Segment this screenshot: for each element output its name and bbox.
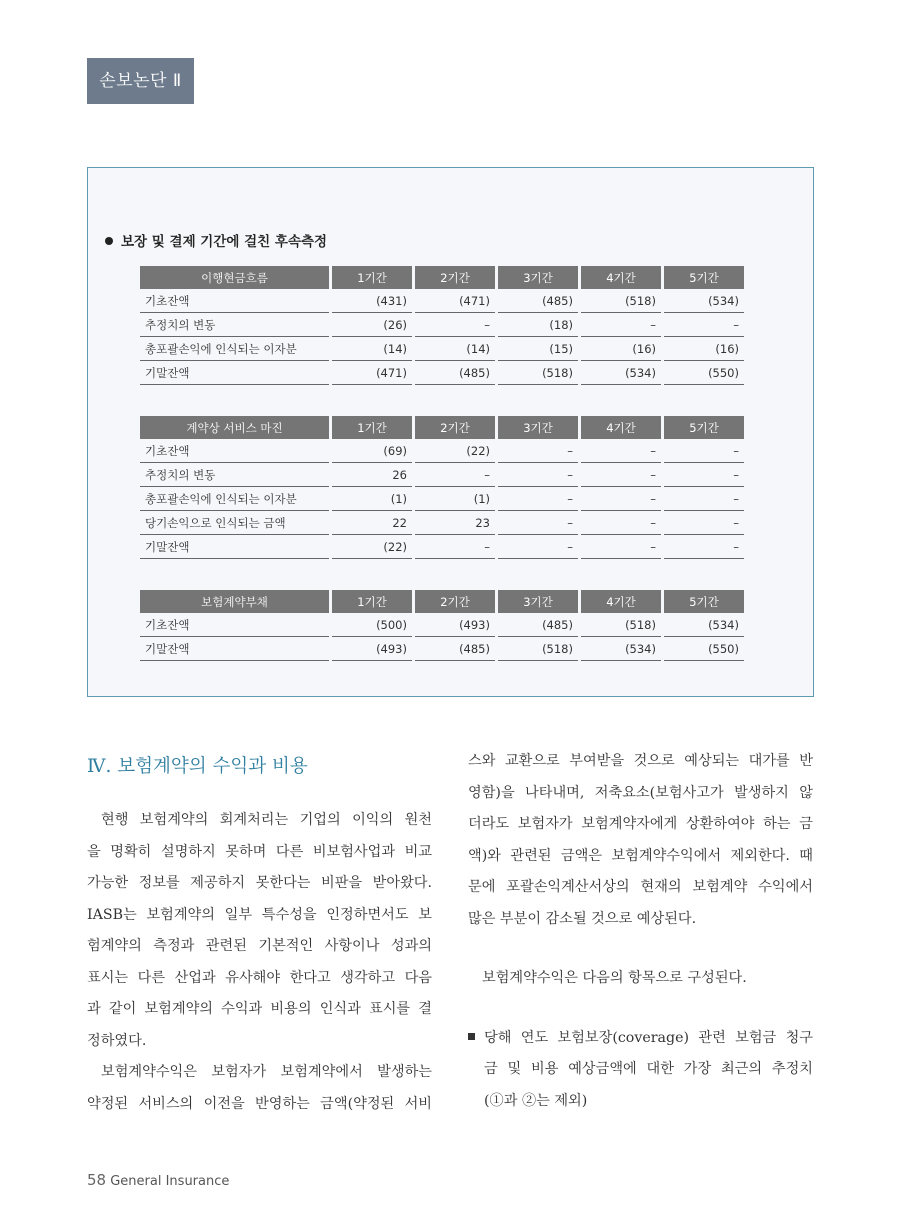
column-header: 1기간: [331, 590, 414, 613]
cell-value: (550): [663, 637, 745, 661]
text-line: 스와 교환으로 부여받을 것으로 예상되는 대가를 반: [468, 753, 813, 769]
text-line: 험계약의 측정과 관련된 기본적인 사항이나 성과의: [87, 938, 432, 954]
cell-value: (471): [331, 361, 414, 385]
cell-value: (22): [414, 439, 497, 463]
cell-value: 23: [414, 511, 497, 535]
cell-value: –: [497, 511, 580, 535]
cell-value: (518): [497, 637, 580, 661]
text-line: 영함)을 나타내며, 저축요소(보험사고가 발생하지 않: [468, 784, 813, 801]
cell-value: (485): [497, 289, 580, 313]
text-line: 약정된 서비스의 이전을 반영하는 금액(약정된 서비: [87, 1095, 432, 1112]
cell-value: (14): [414, 337, 497, 361]
cell-value: (534): [580, 637, 663, 661]
right-paragraph-2: 보험계약수익은 다음의 항목으로 구성된다.: [482, 970, 747, 986]
right-paragraph-1: [468, 746, 813, 935]
bullet-line: 금 및 비용 예상금액에 대한 가장 최근의 추정치: [484, 1061, 813, 1077]
column-header: 5기간: [663, 266, 745, 289]
column-header: 4기간: [580, 416, 663, 439]
text-line: 액)와 관련된 금액은 보험계약수익에서 제외한다. 때: [468, 847, 813, 864]
row-label: 기말잔액: [140, 361, 331, 385]
row-label: 기초잔액: [140, 613, 331, 637]
column-header: 계약상 서비스 마진: [140, 416, 331, 439]
cell-value: (534): [580, 361, 663, 385]
cell-value: –: [414, 535, 497, 559]
left-paragraph-1: [87, 805, 432, 1057]
table-row: [140, 337, 744, 361]
column-header: 5기간: [663, 416, 745, 439]
fulfilment-cashflow-table: [140, 266, 744, 385]
square-bullet-icon: [468, 1033, 475, 1040]
cell-value: –: [663, 487, 745, 511]
section-title: Ⅳ. 보험계약의 수익과 비용: [87, 756, 308, 777]
right-bullet-item: [468, 1023, 813, 1118]
cell-value: 22: [331, 511, 414, 535]
text-line: IASB는 보험계약의 일부 특수성을 인정하면서도 보: [87, 906, 432, 923]
cell-value: –: [580, 535, 663, 559]
cell-value: –: [663, 439, 745, 463]
column-header: 1기간: [331, 416, 414, 439]
cell-value: (534): [663, 289, 745, 313]
table-row: [140, 511, 744, 535]
left-paragraph-2: [87, 1057, 432, 1120]
row-label: 기초잔액: [140, 289, 331, 313]
cell-value: (15): [497, 337, 580, 361]
cell-value: –: [497, 535, 580, 559]
box-title-text: 보장 및 결제 기간에 걸친 후속측정: [121, 234, 328, 250]
cell-value: (500): [331, 613, 414, 637]
column-header: 3기간: [497, 590, 580, 613]
cell-value: –: [580, 439, 663, 463]
table-row: [140, 439, 744, 463]
cell-value: (485): [497, 613, 580, 637]
column-header: 3기간: [497, 266, 580, 289]
column-header: 2기간: [414, 266, 497, 289]
cell-value: (534): [663, 613, 745, 637]
cell-value: (69): [331, 439, 414, 463]
contractual-service-margin-table: [140, 416, 744, 559]
publication-name: General Insurance: [110, 1174, 230, 1189]
insurance-liability-table: [140, 590, 744, 661]
box-title: [105, 230, 327, 250]
cell-value: –: [580, 511, 663, 535]
text-line: 정하였다.: [87, 1032, 147, 1049]
row-label: 기말잔액: [140, 637, 331, 661]
text-line: 표시는 다른 산업과 유사해야 한다고 생각하고 다음: [87, 969, 432, 986]
page-number: 58: [87, 1171, 107, 1189]
cell-value: –: [580, 487, 663, 511]
cell-value: –: [497, 439, 580, 463]
column-header: 4기간: [580, 266, 663, 289]
bullet-line: 당해 연도 보험보장(coverage) 관련 보험금 청구: [468, 1023, 813, 1055]
left-column: [87, 805, 432, 1120]
row-label: 추정치의 변동: [140, 463, 331, 487]
table-row: [140, 313, 744, 337]
cell-value: (16): [663, 337, 745, 361]
example-box: [87, 167, 814, 697]
column-header: 이행현금흐름: [140, 266, 331, 289]
row-label: 총포괄손익에 인식되는 이자분: [140, 487, 331, 511]
cell-value: –: [580, 463, 663, 487]
cell-value: –: [580, 313, 663, 337]
page-footer: [87, 1171, 229, 1189]
text-line: 가능한 정보를 제공하지 못한다는 비판을 받아왔다.: [87, 875, 432, 891]
cell-value: (518): [580, 613, 663, 637]
column-header: 2기간: [414, 590, 497, 613]
cell-value: –: [497, 463, 580, 487]
text-line: 현행 보험계약의 회계처리는 기업의 이익의 원천: [101, 812, 432, 828]
cell-value: –: [414, 313, 497, 337]
column-header: 1기간: [331, 266, 414, 289]
text-line: 보험계약수익은 보험자가 보험계약에서 발생하는: [101, 1064, 432, 1080]
cell-value: (18): [497, 313, 580, 337]
cell-value: (485): [414, 637, 497, 661]
cell-value: –: [497, 487, 580, 511]
column-header: 4기간: [580, 590, 663, 613]
row-label: 기초잔액: [140, 439, 331, 463]
cell-value: (518): [580, 289, 663, 313]
cell-value: (26): [331, 313, 414, 337]
column-header: 보험계약부채: [140, 590, 331, 613]
cell-value: (518): [497, 361, 580, 385]
row-label: 기말잔액: [140, 535, 331, 559]
row-label: 당기손익으로 인식되는 금액: [140, 511, 331, 535]
right-column: [468, 746, 813, 1117]
cell-value: 26: [331, 463, 414, 487]
cell-value: (471): [414, 289, 497, 313]
column-header: 2기간: [414, 416, 497, 439]
cell-value: –: [414, 463, 497, 487]
table-row: [140, 361, 744, 385]
table-row: [140, 637, 744, 661]
cell-value: (485): [414, 361, 497, 385]
text-line: 더라도 보험자가 보험계약자에게 상환하여야 하는 금: [468, 816, 813, 832]
table-row: [140, 487, 744, 511]
column-header: 5기간: [663, 590, 745, 613]
text-line: 많은 부분이 감소될 것으로 예상된다.: [468, 910, 697, 927]
table-row: [140, 613, 744, 637]
cell-value: (1): [331, 487, 414, 511]
table-row: [140, 535, 744, 559]
text-line: 과 같이 보험계약의 수익과 비용의 인식과 표시를 결: [87, 1001, 432, 1017]
cell-value: –: [663, 535, 745, 559]
cell-value: (431): [331, 289, 414, 313]
cell-value: –: [663, 463, 745, 487]
bullet-icon: [105, 237, 113, 245]
cell-value: –: [663, 511, 745, 535]
cell-value: (493): [331, 637, 414, 661]
cell-value: (493): [414, 613, 497, 637]
cell-value: (1): [414, 487, 497, 511]
row-label: 총포괄손익에 인식되는 이자분: [140, 337, 331, 361]
row-label: 추정치의 변동: [140, 313, 331, 337]
text-line: 을 명확히 설명하지 못하며 다른 비보험사업과 비교: [87, 843, 432, 860]
bullet-line: (①과 ②는 제외): [484, 1092, 588, 1109]
column-header: 3기간: [497, 416, 580, 439]
cell-value: (14): [331, 337, 414, 361]
cell-value: (16): [580, 337, 663, 361]
table-row: [140, 463, 744, 487]
table-row: [140, 289, 744, 313]
text-line: 문에 포괄손익계산서상의 현재의 보험계약 수익에서: [468, 879, 813, 895]
section-tab: 손보논단 Ⅱ: [87, 58, 194, 104]
cell-value: (550): [663, 361, 745, 385]
cell-value: (22): [331, 535, 414, 559]
cell-value: –: [663, 313, 745, 337]
